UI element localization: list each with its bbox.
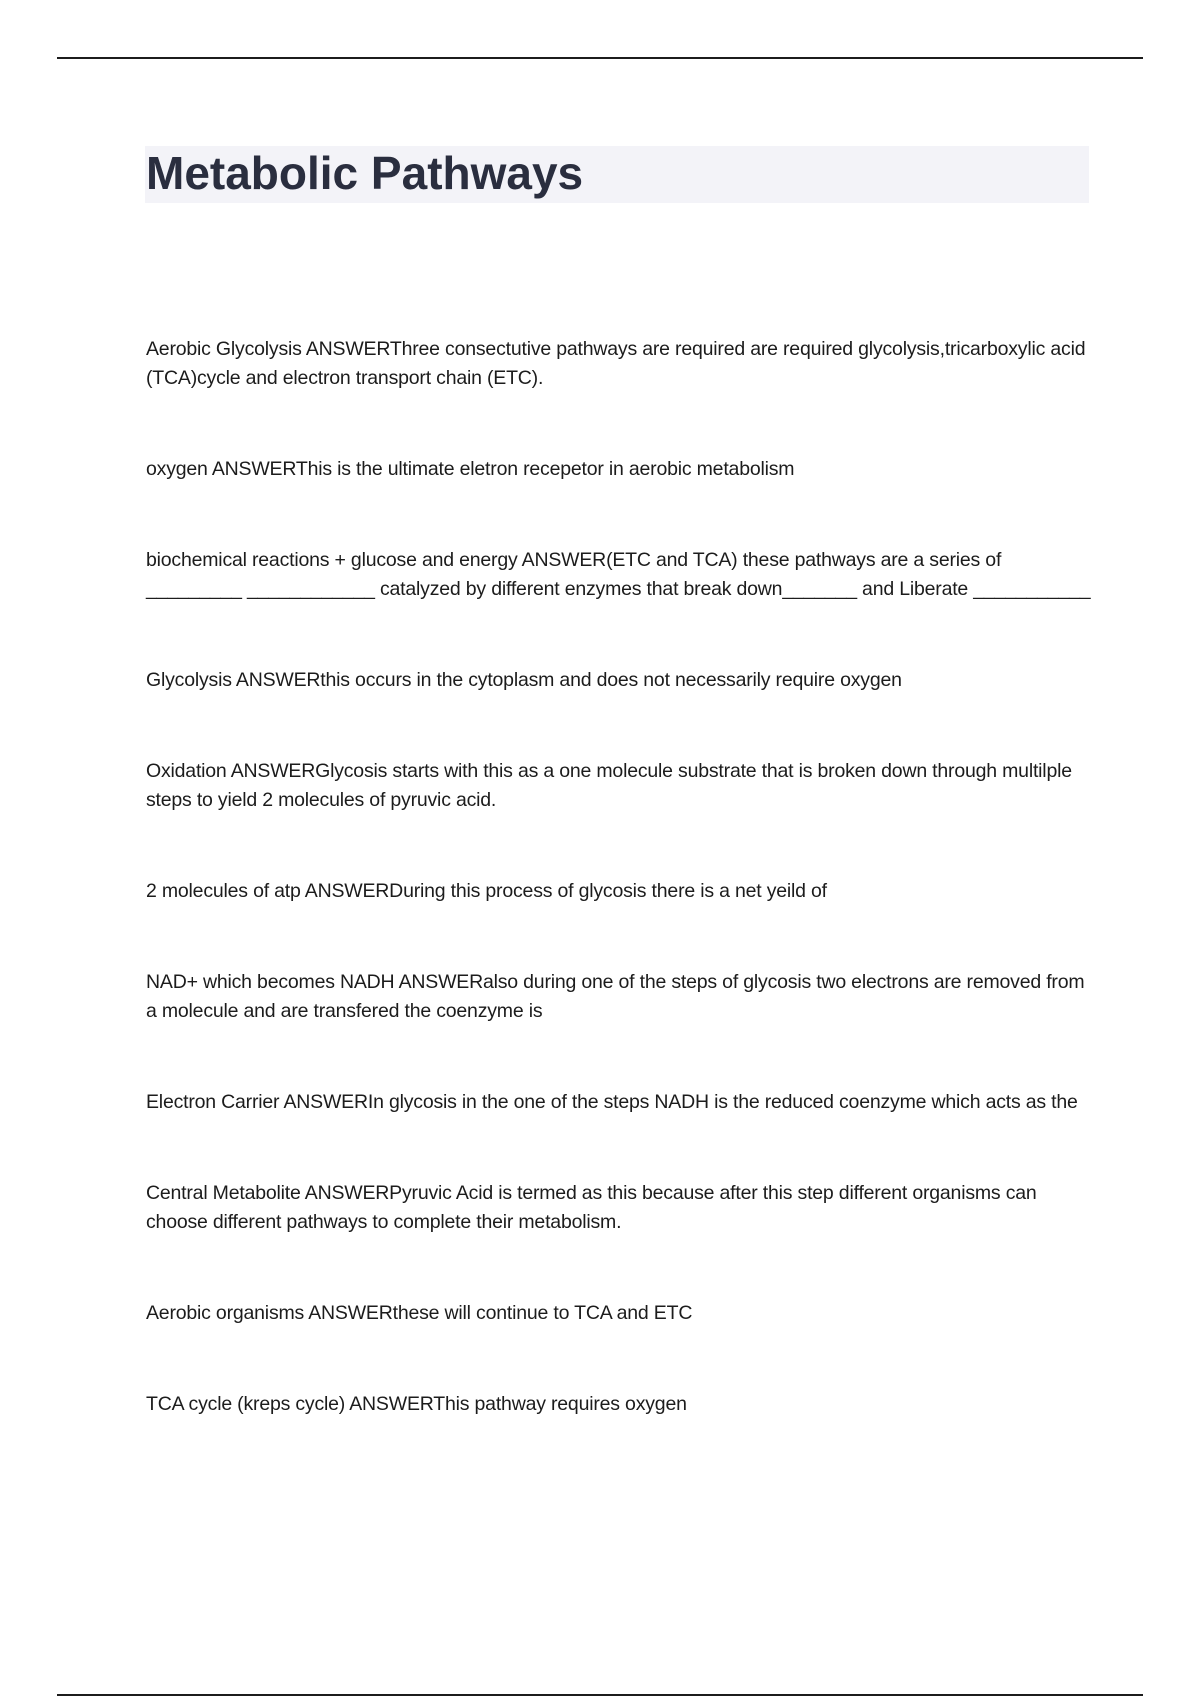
flashcard-list <box>146 335 1096 1419</box>
top-rule <box>57 57 1143 59</box>
flashcard-entry: biochemical reactions + glucose and energy ANSWER(ETC and TCA) these pathways are a series of _________ ____________ catalyzed by different enzymes that break down_______ and Liberate ___________ <box>146 549 1091 600</box>
flashcard-entry: oxygen ANSWERThis is the ultimate eletron recepetor in aerobic metabolism <box>146 458 795 480</box>
flashcard-entry: Oxidation ANSWERGlycosis starts with this as a one molecule substrate that is broken down through multilple steps to yield 2 molecules of pyruvic acid. <box>146 760 1072 811</box>
flashcard-entry: Central Metabolite ANSWERPyruvic Acid is termed as this because after this step different organisms can choose different pathways to complete their metabolism. <box>146 1182 1037 1233</box>
flashcard-entry: 2 molecules of atp ANSWERDuring this process of glycosis there is a net yeild of <box>146 880 827 902</box>
flashcard-entry: Electron Carrier ANSWERIn glycosis in the one of the steps NADH is the reduced coenzyme which acts as the <box>146 1091 1078 1113</box>
flashcard-entry: Glycolysis ANSWERthis occurs in the cytoplasm and does not necessarily require oxygen <box>146 669 902 691</box>
bottom-rule <box>57 1694 1143 1696</box>
page-title: Metabolic Pathways <box>146 147 584 199</box>
flashcard-entry: Aerobic organisms ANSWERthese will continue to TCA and ETC <box>146 1302 693 1324</box>
flashcard-entry: NAD+ which becomes NADH ANSWERalso during one of the steps of glycosis two electrons are removed from a molecule and are transfered the coenzyme is <box>146 971 1085 1022</box>
flashcard-entry: TCA cycle (kreps cycle) ANSWERThis pathway requires oxygen <box>146 1393 687 1415</box>
flashcard-entry: Aerobic Glycolysis ANSWERThree consectutive pathways are required are required glycolysis,tricarboxylic acid (TCA)cycle and electron transport chain (ETC). <box>146 338 1086 389</box>
